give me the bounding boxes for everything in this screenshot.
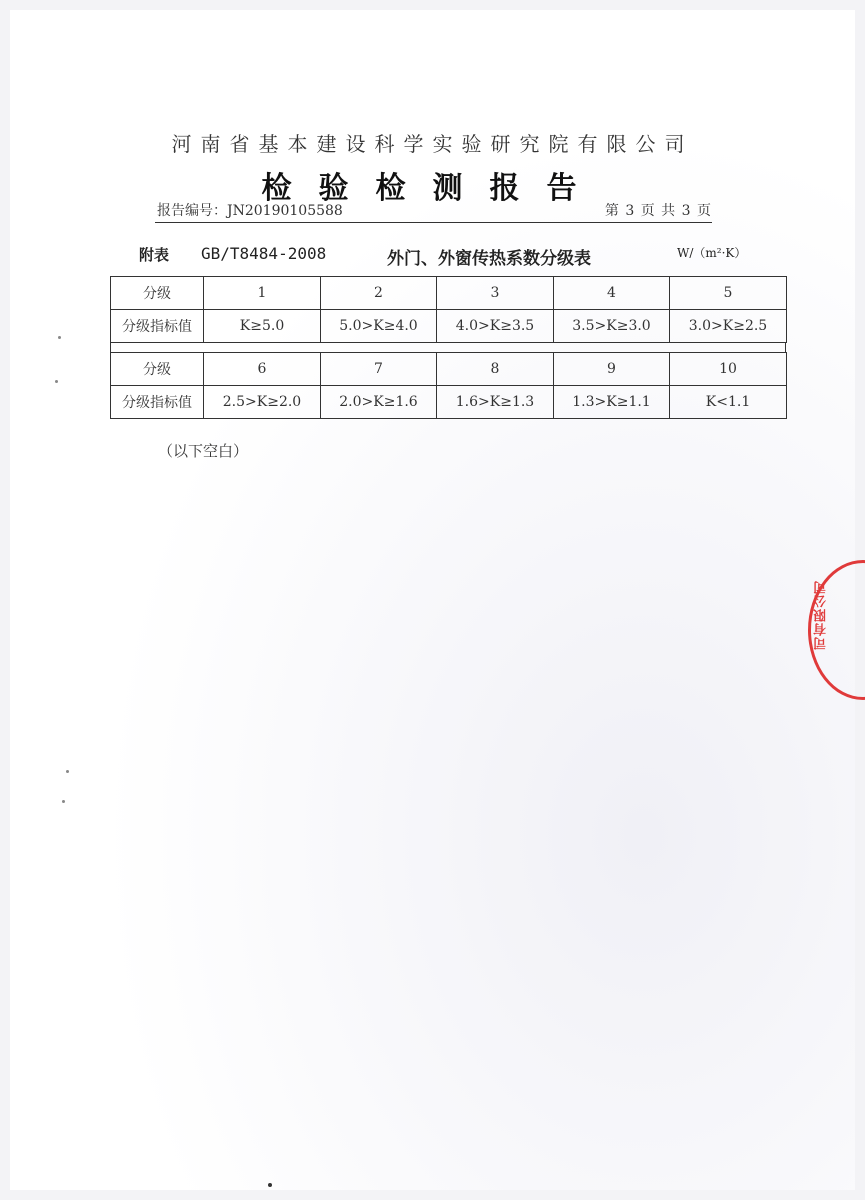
index-value-cell: K≥5.0 [204, 310, 321, 343]
caption-standard: GB/T8484-2008 [201, 244, 327, 263]
grade-cell: 10 [670, 353, 787, 386]
index-value-cell: 1.6>K≥1.3 [437, 386, 554, 419]
grade-cell: 9 [554, 353, 670, 386]
row-label-index: 分级指标值 [111, 310, 204, 343]
grade-cell: 6 [204, 353, 321, 386]
grade-cell: 4 [554, 277, 670, 310]
report-meta-line [155, 202, 712, 223]
table-caption [139, 244, 779, 268]
report-title: 检验检测报告 [261, 171, 604, 206]
grade-table-part1 [110, 276, 787, 343]
row-label-grade: 分级 [111, 277, 204, 310]
caption-unit: W/（m²·K） [677, 246, 747, 260]
table-separator [110, 343, 786, 352]
index-value-cell: 2.5>K≥2.0 [204, 386, 321, 419]
grade-cell: 3 [437, 277, 554, 310]
row-label-grade: 分级 [111, 353, 204, 386]
index-value-cell: 4.0>K≥3.5 [437, 310, 554, 343]
scan-speck [62, 800, 65, 803]
organization-name: 河南省基本建设科学实验研究院有限公司 [171, 132, 694, 156]
company-seal-text: 司有限公司 [814, 580, 829, 650]
scan-speck [58, 336, 61, 339]
table-row [111, 386, 787, 419]
index-value-cell: 2.0>K≥1.6 [321, 386, 437, 419]
scan-speck [268, 1183, 272, 1187]
blank-below-note: （以下空白） [158, 442, 249, 460]
index-value-cell: 3.0>K≥2.5 [670, 310, 787, 343]
grade-cell: 8 [437, 353, 554, 386]
scan-speck [66, 770, 69, 773]
table-row [111, 310, 787, 343]
index-value-cell: 1.3>K≥1.1 [554, 386, 670, 419]
grade-cell: 1 [204, 277, 321, 310]
index-value-cell: 5.0>K≥4.0 [321, 310, 437, 343]
page-info: 第 3 页 共 3 页 [604, 203, 712, 219]
grade-cell: 2 [321, 277, 437, 310]
report-number-label: 报告编号： [157, 203, 227, 219]
index-value-cell: K<1.1 [670, 386, 787, 419]
row-label-index: 分级指标值 [111, 386, 204, 419]
table-row [111, 277, 787, 310]
caption-table-name: 外门、外窗传热系数分级表 [387, 249, 591, 269]
grade-table-part2 [110, 352, 787, 419]
report-number [157, 200, 343, 220]
grade-cell: 5 [670, 277, 787, 310]
caption-prefix: 附表 [139, 246, 170, 264]
report-number-value: JN20190105588 [227, 203, 343, 219]
scan-speck [55, 380, 58, 383]
index-value-cell: 3.5>K≥3.0 [554, 310, 670, 343]
grade-cell: 7 [321, 353, 437, 386]
table-row [111, 353, 787, 386]
